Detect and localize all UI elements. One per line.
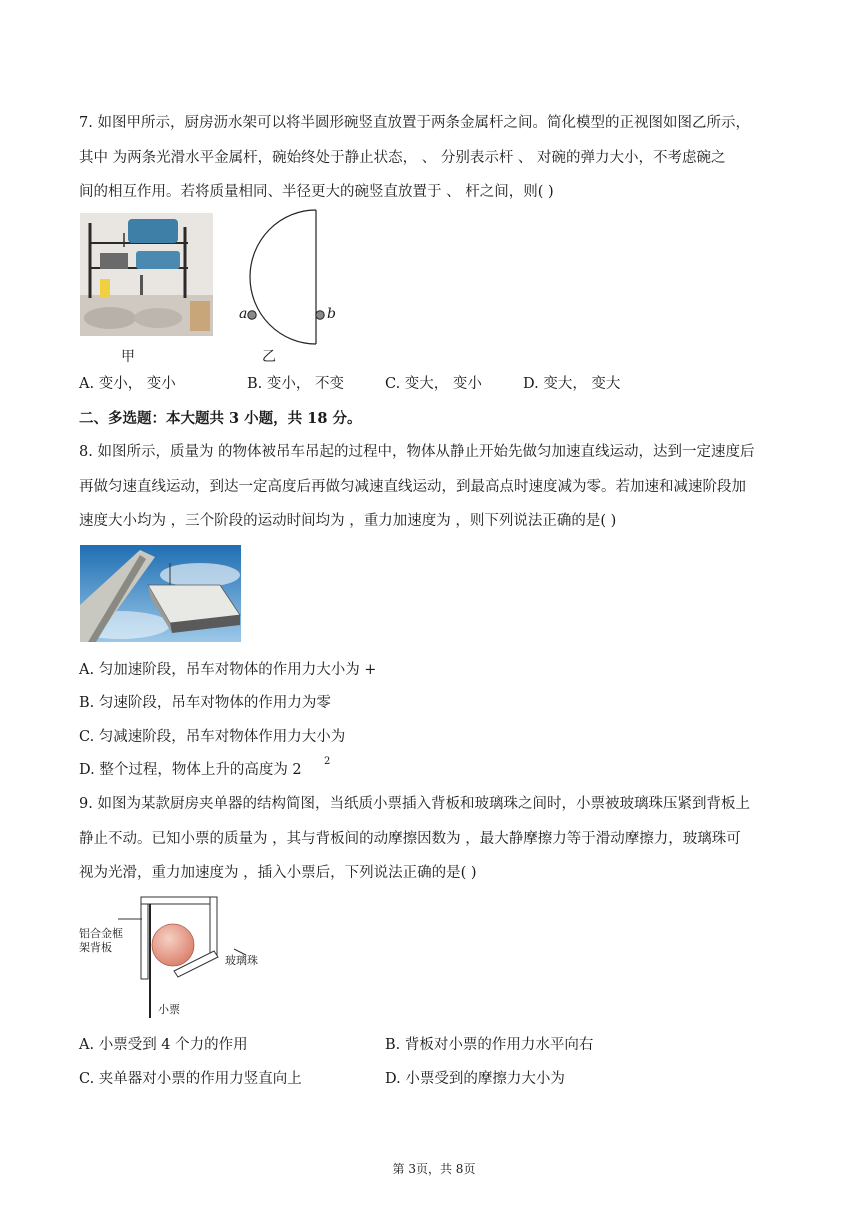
q8-option-b: B. 匀速阶段，吊车对物体的作用力为零 <box>79 695 331 711</box>
q9-option-c: C. 夹单器对小票的作用力竖直向上 <box>79 1071 302 1087</box>
rod-a-label: a <box>239 306 248 322</box>
glass-bead-label: 玻璃珠 <box>225 954 258 967</box>
crane-photo <box>80 545 241 642</box>
fig-jia-caption: 甲 <box>121 349 135 365</box>
q7-line-2: 其中 为两条光滑水平金属杆，碗始终处于静止状态， 、 分别表示杆 、 对碗的弹力大小，不考虑碗之 <box>79 150 726 166</box>
backboard-label-line-1: 铝合金框 <box>79 927 123 940</box>
q9-line-3: 视为光滑，重力加速度为 ，插入小票后，下列说法正确的是( ) <box>79 865 477 881</box>
q8-option-d-superscript: 2 <box>324 756 331 767</box>
q7-option-d: D. 变大， 变大 <box>523 376 621 392</box>
q9-option-a: A. 小票受到 4 个力的作用 <box>79 1037 248 1053</box>
ticket-label: 小票 <box>158 1003 180 1016</box>
q9-line-2: 静止不动。已知小票的质量为 ，其与背板间的动摩擦因数为 ，最大静摩擦力等于滑动摩擦力，玻璃珠可 <box>79 831 741 847</box>
bowl-diagram <box>236 208 346 353</box>
q7-option-a: A. 变小， 变小 <box>79 376 176 392</box>
q8-option-d: D. 整个过程，物体上升的高度为 2 <box>79 762 302 778</box>
backboard-label-line-2: 架背板 <box>79 941 112 954</box>
q7-option-c: C. 变大， 变小 <box>385 376 482 392</box>
q7-line-1: 7. 如图甲所示，厨房沥水架可以将半圆形碗竖直放置于两条金属杆之间。简化模型的正视图如图乙所示， <box>79 115 750 131</box>
q9-line-1: 9. 如图为某款厨房夹单器的结构简图，当纸质小票插入背板和玻璃珠之间时，小票被玻璃珠压紧到背板上 <box>79 796 750 812</box>
q8-line-3: 速度大小均为 ，三个阶段的运动时间均为 ，重力加速度为 ，则下列说法正确的是( ) <box>79 513 617 529</box>
rod-b-label: b <box>327 306 336 322</box>
fig-yi-caption: 乙 <box>262 349 276 365</box>
q9-option-b: B. 背板对小票的作用力水平向右 <box>385 1037 594 1053</box>
q8-line-2: 再做匀速直线运动，到达一定高度后再做匀减速直线运动，到最高点时速度减为零。若加速和减速阶段加 <box>79 479 746 495</box>
q9-option-d: D. 小票受到的摩擦力大小为 <box>385 1071 565 1087</box>
q8-option-c: C. 匀减速阶段，吊车对物体作用力大小为 <box>79 729 346 745</box>
q8-line-1: 8. 如图所示，质量为 的物体被吊车吊起的过程中，物体从静止开始先做匀加速直线运动，达到一定速度后 <box>79 444 755 460</box>
q7-option-b: B. 变小， 不变 <box>247 376 344 392</box>
section-2-title: 二、多选题：本大题共 3 小题，共 18 分。 <box>79 410 362 427</box>
q8-option-a: A. 匀加速阶段，吊车对物体的作用力大小为 + <box>79 662 377 678</box>
dish-rack-photo <box>80 213 213 336</box>
page-footer: 第 3页，共 8页 <box>392 1162 476 1176</box>
q7-line-3: 间的相互作用。若将质量相同、半径更大的碗竖直放置于 、 杆之间，则( ) <box>79 184 554 200</box>
